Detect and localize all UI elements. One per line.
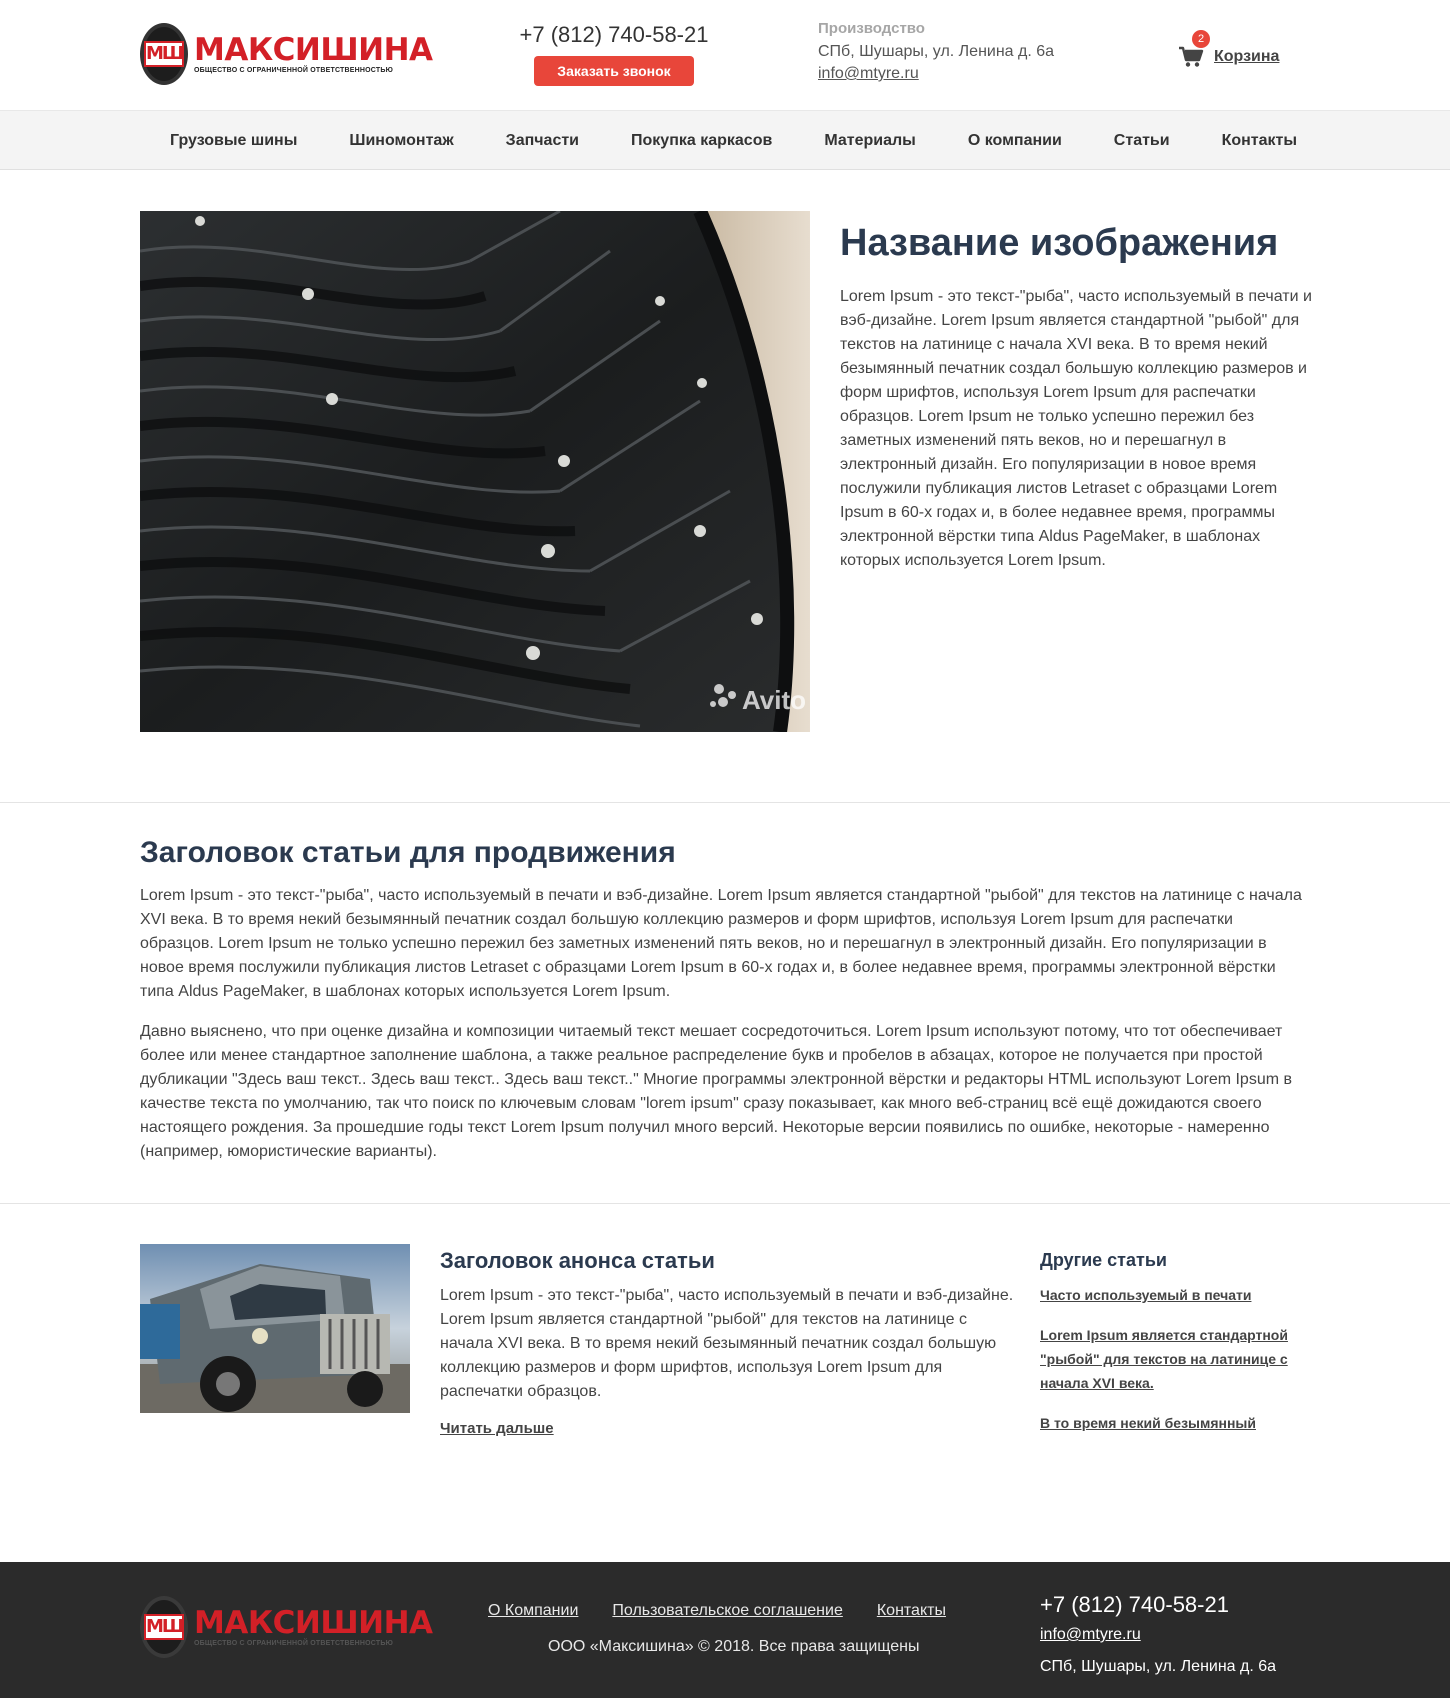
footer-email-link[interactable]: info@mtyre.ru — [1040, 1626, 1141, 1643]
nav-item-contacts[interactable]: Контакты — [1221, 132, 1298, 149]
nav-item-about[interactable]: О компании — [967, 132, 1062, 149]
logo-badge — [140, 23, 188, 85]
site-footer — [0, 1562, 1450, 1698]
nav-item-trucks-tires[interactable]: Грузовые шины — [170, 132, 298, 149]
read-more-link[interactable]: Читать дальше — [440, 1420, 554, 1437]
header-email-link[interactable]: info@mtyre.ru — [818, 65, 919, 82]
nav-item-materials[interactable]: Материалы — [824, 132, 916, 149]
address-text: СПб, Шушары, ул. Ленина д. 6а — [818, 43, 1055, 60]
hero-text: Lorem Ipsum - это текст-"рыба", часто используемый в печати и вэб-дизайне. Lorem Ipsum является стандартной "рыбой" для текстов на латинице с начала XVI века. В то время некий безымянный печатник создал большую коллекцию размеров и форм шрифтов, используя Lorem Ipsum для распечатки образцов. Lorem Ipsum не только успешно пережил без заметных изменений пять веков, но и перешагнул в электронный дизайн. Его популяризации в новое время послужили публикация листов Letraset с образцами Lorem Ipsum в 60-х годах и, в более недавнее время, программы электронной вёрстки типа Aldus PageMaker, в шаблонах которых используется Lorem Ipsum. — [840, 288, 1312, 569]
logo-text — [194, 34, 433, 74]
cart-label: Корзина — [1214, 48, 1280, 65]
header-address-block — [818, 20, 1098, 83]
announce-text: Lorem Ipsum - это текст-"рыба", часто используемый в печати и вэб-дизайне. Lorem Ipsum является стандартной "рыбой" для текстов на латинице с начала XVI века. В то время некий безымянный печатник создал большую коллекцию размеров и форм шрифтов, используя Lorem Ipsum для распечатки образцов. — [440, 1287, 1014, 1400]
hero-title: Название изображения — [840, 222, 1279, 264]
cart-link[interactable] — [1178, 33, 1280, 68]
nav-item-carcass-buying[interactable]: Покупка каркасов — [631, 132, 773, 149]
article-paragraph-2: Давно выяснено, что при оценке дизайна и композиции читаемый текст мешает сосредоточиться. Lorem Ipsum используют потому, что тот обеспечивает более или менее стандартное заполнение шаблона, а также реальное распределение букв и пробелов в абзацах, которое не получается при простой дубликации "Здесь ваш текст.. Здесь ваш текст.. Здесь ваш текст.." Многие программы электронной вёрстки и редакторы HTML используют Lorem Ipsum в качестве текста по умолчанию, так что поиск по ключевым словам "lorem ipsum" сразу показывает, как много веб-страниц всё ещё дожидаются своего настоящего рождения. За прошедшие годы текст Lorem Ipsum получил много версий. Некоторые версии появились по ошибке, некоторые - намеренно (например, юмористические варианты). — [140, 1023, 1292, 1160]
site-logo[interactable] — [140, 24, 433, 84]
hero-image-studded-tire — [140, 211, 810, 732]
other-article-link[interactable]: В то время некий безымянный — [1040, 1415, 1256, 1431]
nav-item-parts[interactable]: Запчасти — [505, 132, 580, 149]
other-article-link[interactable]: Часто используемый в печати — [1040, 1287, 1252, 1303]
footer-link-agreement[interactable]: Пользовательское соглашение — [612, 1602, 843, 1619]
footer-copyright: ООО «Максишина» © 2018. Все права защищены — [548, 1638, 920, 1655]
cart-icon — [1178, 33, 1205, 68]
section-divider — [0, 802, 1450, 803]
footer-logo[interactable] — [140, 1597, 433, 1657]
announce-image-truck[interactable] — [140, 1244, 410, 1413]
other-articles-title: Другие статьи — [1040, 1250, 1167, 1270]
header-phone-block — [516, 22, 712, 86]
section-divider — [0, 1203, 1450, 1204]
logo-name: МАКСИШИНА — [194, 1605, 433, 1641]
logo-badge — [140, 1596, 188, 1658]
footer-link-contacts[interactable]: Контакты — [876, 1602, 946, 1619]
announce-title: Заголовок анонса статьи — [440, 1248, 715, 1273]
logo-letters: МШ — [144, 41, 184, 67]
main-nav — [0, 110, 1450, 170]
article-title: Заголовок статьи для продвижения — [140, 836, 676, 869]
hero-image-watermark: Avito — [742, 685, 807, 715]
site-header — [0, 0, 1450, 110]
header-phone[interactable]: +7 (812) 740-58-21 — [519, 22, 709, 47]
article-paragraph-1: Lorem Ipsum - это текст-"рыба", часто используемый в печати и вэб-дизайне. Lorem Ipsum является стандартной "рыбой" для текстов на латинице с начала XVI века. В то время некий безымянный печатник создал большую коллекцию размеров и форм шрифтов, используя Lorem Ipsum для распечатки образцов. Lorem Ipsum не только успешно пережил без заметных изменений пять веков, но и перешагнул в электронный дизайн. Его популяризации в новое время послужили публикация листов Letraset с образцами Lorem Ipsum в 60-х годах и, в более недавнее время, программы электронной вёрстки типа Aldus PageMaker, в шаблонах которых используется Lorem Ipsum. — [140, 887, 1302, 1000]
address-label: Производство — [818, 20, 925, 37]
logo-letters: МШ — [144, 1614, 184, 1640]
footer-phone[interactable]: +7 (812) 740-58-21 — [1040, 1592, 1229, 1617]
nav-item-tire-service[interactable]: Шиномонтаж — [349, 132, 454, 149]
logo-subtitle: ОБЩЕСТВО С ОГРАНИЧЕННОЙ ОТВЕТСТВЕННОСТЬЮ — [194, 67, 393, 74]
footer-address: СПб, Шушары, ул. Ленина д. 6а — [1040, 1658, 1277, 1675]
logo-name: МАКСИШИНА — [194, 32, 433, 68]
nav-item-articles[interactable]: Статьи — [1113, 132, 1170, 149]
logo-text — [194, 1607, 433, 1647]
footer-links — [488, 1602, 980, 1620]
footer-link-about[interactable]: О Компании — [488, 1602, 579, 1619]
cart-count-badge: 2 — [1192, 30, 1210, 48]
other-article-link[interactable]: Lorem Ipsum является стандартной "рыбой" для текстов на латинице с начала XVI века. — [1040, 1327, 1288, 1391]
callback-button[interactable]: Заказать звонок — [534, 56, 694, 86]
logo-subtitle: ОБЩЕСТВО С ОГРАНИЧЕННОЙ ОТВЕТСТВЕННОСТЬЮ — [194, 1640, 393, 1647]
